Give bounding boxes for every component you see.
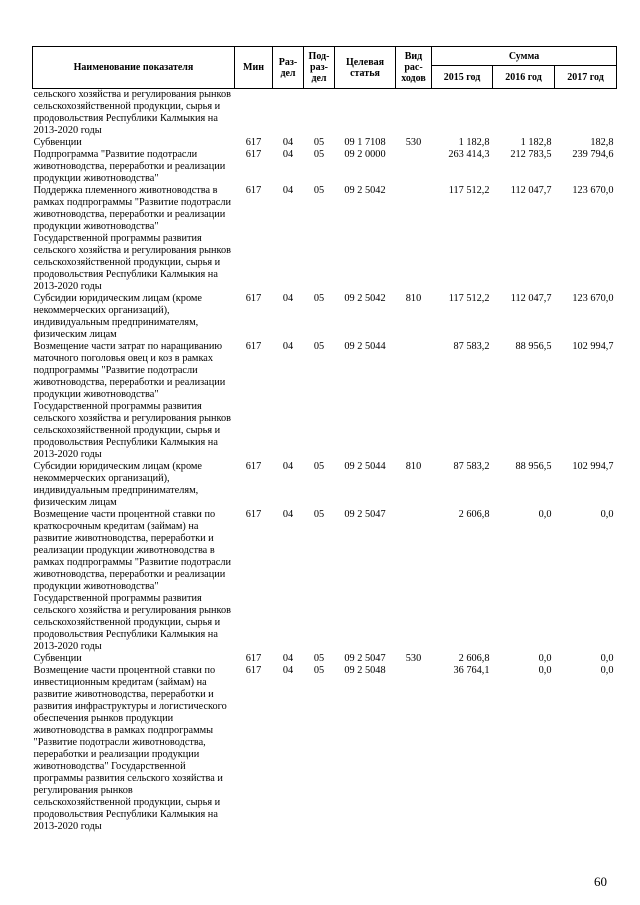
row-podrazdel: 05 <box>313 509 325 520</box>
row-name-line: животноводства" Государственной <box>33 761 186 772</box>
row-name-line: продукции животноводства" <box>33 389 159 400</box>
row-name <box>33 653 235 665</box>
row-sum-2016: 112 047,7 <box>510 185 552 196</box>
row-vid <box>396 89 432 138</box>
row-podrazdel: 05 <box>313 149 325 160</box>
header-year-2017: 2017 год <box>555 66 617 89</box>
header-razdel: Раз- дел <box>273 47 304 89</box>
row-name-line: развитие животноводства, переработки и <box>33 689 214 700</box>
row-name-line: животноводства, переработки и реализации <box>33 377 226 388</box>
row-stat <box>335 89 396 138</box>
row-name-line: физическим лицам <box>33 329 117 340</box>
row-name <box>33 509 235 653</box>
row-name-line: рамках подпрограммы "Развитие подотрасли <box>33 557 232 568</box>
row-sum-2016 <box>493 89 555 138</box>
header-podrazdel: Под- раз- дел <box>304 47 335 89</box>
row-name-line: Государственной программы развития <box>33 401 202 412</box>
row-name-line: развития инфраструктуры и логистического <box>33 701 227 712</box>
row-razdel: 04 <box>282 461 294 472</box>
row-min: 617 <box>245 341 262 352</box>
header-summa: Сумма <box>432 47 617 66</box>
row-name-line: сельского хозяйства и регулирования рынков <box>33 89 232 100</box>
row-sum-2015 <box>432 89 493 138</box>
row-name-line: индивидуальным предпринимателям, <box>33 485 199 496</box>
row-name-line: 2013-2020 годы <box>33 281 102 292</box>
row-name-line: рамках подпрограммы "Развитие подотрасли <box>33 197 232 208</box>
row-name-line: развитие животноводства, переработки и <box>33 533 214 544</box>
row-name-line: Субвенции <box>33 137 82 148</box>
row-sum-2016: 0,0 <box>538 653 552 664</box>
row-sum-2017: 123 670,0 <box>572 293 614 304</box>
row-stat: 09 2 5042 <box>344 293 386 304</box>
row-stat: 09 2 5047 <box>344 509 386 520</box>
row-name-line: продовольствия Республики Калмыкия на <box>33 437 218 448</box>
row-podrazdel: 05 <box>313 653 325 664</box>
row-sum-2016: 212 783,5 <box>510 149 552 160</box>
row-razdel: 04 <box>282 185 294 196</box>
table-row <box>33 185 617 293</box>
table-row <box>33 653 617 665</box>
row-name-line: "Развитие подотрасли животноводства, <box>33 737 206 748</box>
header-year-2016: 2016 год <box>493 66 555 89</box>
row-podrazdel: 05 <box>313 665 325 676</box>
row-podrazdel: 05 <box>313 137 325 148</box>
row-razdel: 04 <box>282 509 294 520</box>
row-sum-2016: 0,0 <box>538 509 552 520</box>
row-podrazdel: 05 <box>313 293 325 304</box>
row-name-line: регулирования рынков <box>33 785 133 796</box>
row-min: 617 <box>245 461 262 472</box>
row-name-line: подпрограммы "Развитие подотрасли <box>33 365 198 376</box>
row-name-line: программы развития сельского хозяйства и <box>33 773 223 784</box>
row-sum-2015: 117 512,2 <box>448 293 490 304</box>
row-name-line: сельского хозяйства и регулирования рынков <box>33 605 232 616</box>
row-name <box>33 137 235 149</box>
row-vid <box>396 509 432 653</box>
row-sum-2016: 0,0 <box>538 665 552 676</box>
row-name-line: переработки и реализации продукции <box>33 749 200 760</box>
row-min: 617 <box>245 653 262 664</box>
row-name-line: индивидуальным предпринимателям, <box>33 317 199 328</box>
table-row <box>33 461 617 509</box>
row-name-line: маточного поголовья овец и коз в рамках <box>33 353 214 364</box>
header-year-2015: 2015 год <box>432 66 493 89</box>
row-sum-2015: 1 182,8 <box>458 137 490 148</box>
row-name-line: сельскохозяйственной продукции, сырья и <box>33 617 221 628</box>
row-name-line: животноводства в рамках подпрограммы <box>33 725 214 736</box>
row-vid: 810 <box>405 293 422 304</box>
row-sum-2015: 2 606,8 <box>458 509 490 520</box>
row-stat: 09 2 5042 <box>344 185 386 196</box>
header-stat: Целевая статья <box>335 47 396 89</box>
row-vid: 810 <box>405 461 422 472</box>
row-min: 617 <box>245 293 262 304</box>
row-name-line: 2013-2020 годы <box>33 125 102 136</box>
row-name-line: продукции животноводства" <box>33 221 159 232</box>
row-vid: 530 <box>405 137 422 148</box>
row-razdel <box>273 89 304 138</box>
row-name-line: инвестиционным кредитам (займам) на <box>33 677 207 688</box>
table-row <box>33 293 617 341</box>
row-sum-2015: 87 583,2 <box>453 341 490 352</box>
row-name-line: сельскохозяйственной продукции, сырья и <box>33 101 221 112</box>
row-sum-2017: 0,0 <box>600 653 614 664</box>
row-sum-2017: 123 670,0 <box>572 185 614 196</box>
row-vid <box>396 665 432 833</box>
row-sum-2015: 263 414,3 <box>448 149 490 160</box>
row-name-line: продукции животноводства" <box>33 173 159 184</box>
row-name-line: сельского хозяйства и регулирования рынков <box>33 245 232 256</box>
row-sum-2016: 112 047,7 <box>510 293 552 304</box>
table-row <box>33 509 617 653</box>
row-name-line: продовольствия Республики Калмыкия на <box>33 113 218 124</box>
row-podrazdel: 05 <box>313 185 325 196</box>
row-name-line: Поддержка племенного животноводства в <box>33 185 218 196</box>
row-name-line: сельского хозяйства и регулирования рынков <box>33 413 232 424</box>
row-name-line: Возмещение части затрат по наращиванию <box>33 341 223 352</box>
row-stat: 09 2 0000 <box>344 149 386 160</box>
row-stat: 09 2 5047 <box>344 653 386 664</box>
row-vid <box>396 149 432 185</box>
row-name-line: животноводства, переработки и реализации <box>33 161 226 172</box>
row-razdel: 04 <box>282 653 294 664</box>
table-header <box>33 47 617 89</box>
row-name-line: Субсидии юридическим лицам (кроме <box>33 461 202 472</box>
row-name-line: краткосрочным кредитам (займам) на <box>33 521 199 532</box>
row-name-line: продовольствия Республики Калмыкия на <box>33 809 218 820</box>
row-name-line: 2013-2020 годы <box>33 641 102 652</box>
row-sum-2015: 117 512,2 <box>448 185 490 196</box>
row-sum-2017: 0,0 <box>600 509 614 520</box>
row-name-line: сельскохозяйственной продукции, сырья и <box>33 797 221 808</box>
row-vid: 530 <box>405 653 422 664</box>
row-name-line: физическим лицам <box>33 497 117 508</box>
row-min: 617 <box>245 137 262 148</box>
row-name <box>33 149 235 185</box>
table-row <box>33 89 617 138</box>
row-name-line: продукции животноводства" <box>33 581 159 592</box>
row-name-line: 2013-2020 годы <box>33 449 102 460</box>
row-razdel: 04 <box>282 149 294 160</box>
row-name-line: некоммерческих организаций), <box>33 305 170 316</box>
row-name-line: Возмещение части процентной ставки по <box>33 509 216 520</box>
row-sum-2016: 88 956,5 <box>515 461 552 472</box>
row-name <box>33 89 235 138</box>
header-vid: Вид рас- ходов <box>396 47 432 89</box>
row-name <box>33 461 235 509</box>
budget-table <box>32 46 617 833</box>
row-name-line: Субсидии юридическим лицам (кроме <box>33 293 202 304</box>
row-min: 617 <box>245 665 262 676</box>
row-name-line: обеспечения рынков продукции <box>33 713 174 724</box>
row-stat: 09 2 5048 <box>344 665 386 676</box>
table-body <box>33 89 617 834</box>
row-min: 617 <box>245 185 262 196</box>
row-sum-2017: 0,0 <box>600 665 614 676</box>
row-razdel: 04 <box>282 293 294 304</box>
row-name <box>33 341 235 461</box>
row-name <box>33 293 235 341</box>
row-sum-2017: 182,8 <box>590 137 614 148</box>
row-sum-2015: 36 764,1 <box>453 665 490 676</box>
row-name-line: животноводства, переработки и реализации <box>33 209 226 220</box>
row-name-line: Государственной программы развития <box>33 233 202 244</box>
row-sum-2016: 88 956,5 <box>515 341 552 352</box>
row-name <box>33 665 235 833</box>
row-name-line: Возмещение части процентной ставки по <box>33 665 216 676</box>
row-sum-2016: 1 182,8 <box>520 137 552 148</box>
row-name-line: продовольствия Республики Калмыкия на <box>33 629 218 640</box>
row-podrazdel: 05 <box>313 461 325 472</box>
row-name-line: Субвенции <box>33 653 82 664</box>
row-sum-2017: 239 794,6 <box>572 149 614 160</box>
row-name-line: некоммерческих организаций), <box>33 473 170 484</box>
row-sum-2017: 102 994,7 <box>572 461 614 472</box>
row-name-line: 2013-2020 годы <box>33 821 102 832</box>
row-stat: 09 2 5044 <box>344 461 386 472</box>
table-row <box>33 149 617 185</box>
row-podrazdel: 05 <box>313 341 325 352</box>
row-name-line: продовольствия Республики Калмыкия на <box>33 269 218 280</box>
row-min: 617 <box>245 509 262 520</box>
row-name-line: животноводства, переработки и реализации <box>33 569 226 580</box>
table-row <box>33 665 617 833</box>
row-name-line: сельскохозяйственной продукции, сырья и <box>33 425 221 436</box>
row-stat: 09 2 5044 <box>344 341 386 352</box>
row-name-line: реализации продукции животноводства в <box>33 545 215 556</box>
row-min <box>235 89 273 138</box>
row-sum-2015: 87 583,2 <box>453 461 490 472</box>
row-razdel: 04 <box>282 341 294 352</box>
row-stat: 09 1 7108 <box>344 137 386 148</box>
header-min: Мин <box>235 47 273 89</box>
row-name-line: сельскохозяйственной продукции, сырья и <box>33 257 221 268</box>
row-name <box>33 185 235 293</box>
table-row <box>33 137 617 149</box>
header-name: Наименование показателя <box>33 47 235 89</box>
row-min: 617 <box>245 149 262 160</box>
row-vid <box>396 185 432 293</box>
row-name-line: Государственной программы развития <box>33 593 202 604</box>
row-razdel: 04 <box>282 665 294 676</box>
page-number: 60 <box>594 874 607 889</box>
row-vid <box>396 341 432 461</box>
row-podrazdel <box>304 89 335 138</box>
row-razdel: 04 <box>282 137 294 148</box>
row-sum-2017 <box>555 89 617 138</box>
row-sum-2017: 102 994,7 <box>572 341 614 352</box>
table-row <box>33 341 617 461</box>
row-name-line: Подпрограмма "Развитие подотрасли <box>33 149 198 160</box>
row-sum-2015: 2 606,8 <box>458 653 490 664</box>
